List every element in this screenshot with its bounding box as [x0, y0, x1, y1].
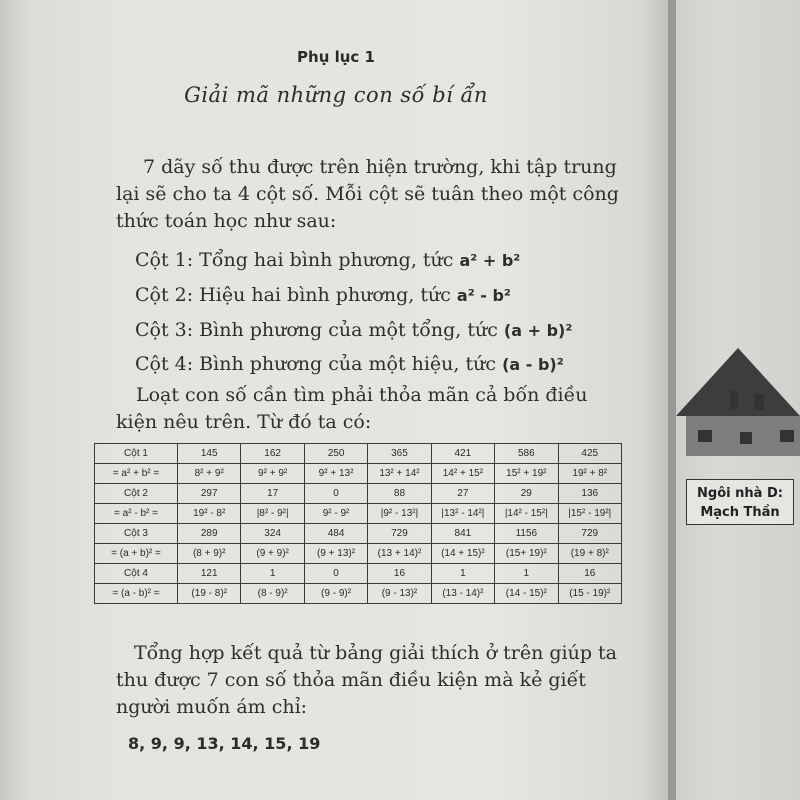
- appendix-subtitle: Giải mã những con số bí ẩn: [184, 83, 488, 107]
- table-cell: 16: [558, 564, 621, 584]
- table-cell: 16: [368, 564, 431, 584]
- table-cell: 27: [431, 484, 494, 504]
- table-cell: 586: [495, 444, 558, 464]
- column-rule-3: [135, 319, 572, 341]
- table-row: [95, 504, 622, 524]
- intro-paragraph: 7 dãy số thu được trên hiện trường, khi tập trung lại sẽ cho ta 4 cột số. Mỗi cột sẽ tuân theo một công thức toán học như sau:: [116, 156, 619, 232]
- table-row: [95, 444, 622, 464]
- table-cell: |13² - 14²|: [431, 504, 494, 524]
- table-cell: 9² + 13²: [304, 464, 367, 484]
- table-row: [95, 544, 622, 564]
- answer-numbers: 8, 9, 9, 13, 14, 15, 19: [128, 734, 321, 753]
- house-attic-window: [730, 391, 738, 409]
- house-caption-line-1: Ngôi nhà D:: [697, 486, 783, 501]
- table-cell: 1: [431, 564, 494, 584]
- table-row-header: Cột 2: [95, 484, 178, 504]
- column-rule-text: Cột 2: Hiệu hai bình phương, tức: [135, 284, 457, 306]
- table-cell: 484: [304, 524, 367, 544]
- table-cell: 13² + 14²: [368, 464, 431, 484]
- column-rule-formula: (a - b)²: [502, 355, 564, 374]
- table-cell: 88: [368, 484, 431, 504]
- table-cell: |8² - 9²|: [241, 504, 304, 524]
- table-row-header: = a² - b² =: [95, 504, 178, 524]
- table-cell: 162: [241, 444, 304, 464]
- table-cell: |9² - 13²|: [368, 504, 431, 524]
- house-attic-window: [754, 394, 764, 410]
- column-rule-formula: a² - b²: [456, 286, 511, 305]
- table-cell: 8² + 9²: [178, 464, 241, 484]
- table-row: [95, 564, 622, 584]
- table-cell: (9 - 9)²: [304, 584, 367, 604]
- table-cell: 289: [178, 524, 241, 544]
- table-cell: 0: [304, 484, 367, 504]
- table-cell: 1: [241, 564, 304, 584]
- table-cell: (8 + 9)²: [178, 544, 241, 564]
- column-rule-2: [135, 284, 511, 306]
- table-cell: 297: [178, 484, 241, 504]
- table-row-header: = (a + b)² =: [95, 544, 178, 564]
- appendix-title: Phụ lục 1: [297, 48, 375, 66]
- table-row: [95, 464, 622, 484]
- table-cell: 14² + 15²: [431, 464, 494, 484]
- table-cell: 841: [431, 524, 494, 544]
- table-cell: 365: [368, 444, 431, 464]
- decoding-table: [94, 443, 622, 604]
- column-rule-formula: a² + b²: [459, 251, 521, 270]
- summary-paragraph: Tổng hợp kết quả từ bảng giải thích ở trên giúp ta thu được 7 con số thỏa mãn điều kiện mà kẻ giết người muốn ám chỉ:: [116, 642, 618, 718]
- table-cell: 9² - 9²: [304, 504, 367, 524]
- transition-paragraph: Loạt con số cần tìm phải thỏa mãn cả bốn điều kiện nêu trên. Từ đó ta có:: [116, 384, 588, 433]
- column-rule-formula: (a + b)²: [503, 321, 573, 340]
- column-rule-1: [135, 249, 520, 271]
- table-cell: 9² + 9²: [241, 464, 304, 484]
- table-cell: 145: [178, 444, 241, 464]
- table-cell: (13 + 14)²: [368, 544, 431, 564]
- column-rule-4: [135, 353, 564, 375]
- table-cell: (15+ 19)²: [495, 544, 558, 564]
- table-cell: (8 - 9)²: [241, 584, 304, 604]
- table-cell: |15² - 19²|: [558, 504, 621, 524]
- house-caption-line-2: Mạch Thần: [700, 505, 780, 520]
- table-cell: 121: [178, 564, 241, 584]
- table-cell: 19² + 8²: [558, 464, 621, 484]
- table-cell: (19 - 8)²: [178, 584, 241, 604]
- table-cell: (9 + 9)²: [241, 544, 304, 564]
- table-cell: 729: [368, 524, 431, 544]
- table-row-header: Cột 1: [95, 444, 178, 464]
- table-cell: 0: [304, 564, 367, 584]
- column-rule-text: Cột 3: Bình phương của một tổng, tức: [135, 319, 504, 341]
- table-cell: (13 - 14)²: [431, 584, 494, 604]
- table-cell: (19 + 8)²: [558, 544, 621, 564]
- table-cell: 19² - 8²: [178, 504, 241, 524]
- table-row-header: Cột 4: [95, 564, 178, 584]
- house-caption: [686, 479, 794, 525]
- table-cell: 1: [495, 564, 558, 584]
- table-cell: 324: [241, 524, 304, 544]
- table-cell: (14 - 15)²: [495, 584, 558, 604]
- house-window: [698, 430, 712, 442]
- table-row-header: = a² + b² =: [95, 464, 178, 484]
- house-window: [740, 432, 752, 444]
- house-window: [780, 430, 794, 442]
- table-cell: 29: [495, 484, 558, 504]
- table-cell: (14 + 15)²: [431, 544, 494, 564]
- table-cell: 15² + 19²: [495, 464, 558, 484]
- column-rule-text: Cột 4: Bình phương của một hiệu, tức: [135, 353, 503, 375]
- table-cell: 729: [558, 524, 621, 544]
- house-icon: [676, 346, 800, 464]
- column-rule-text: Cột 1: Tổng hai bình phương, tức: [135, 249, 460, 271]
- table-row-header: = (a - b)² =: [95, 584, 178, 604]
- table-cell: 1156: [495, 524, 558, 544]
- table-cell: 17: [241, 484, 304, 504]
- table-cell: 250: [304, 444, 367, 464]
- table-row: [95, 584, 622, 604]
- table-row: [95, 484, 622, 504]
- table-cell: 136: [558, 484, 621, 504]
- table-cell: 425: [558, 444, 621, 464]
- table-cell: (15 - 19)²: [558, 584, 621, 604]
- table-cell: (9 + 13)²: [304, 544, 367, 564]
- table-row: [95, 524, 622, 544]
- table-cell: 421: [431, 444, 494, 464]
- table-cell: |14² - 15²|: [495, 504, 558, 524]
- table-cell: (9 - 13)²: [368, 584, 431, 604]
- table-row-header: Cột 3: [95, 524, 178, 544]
